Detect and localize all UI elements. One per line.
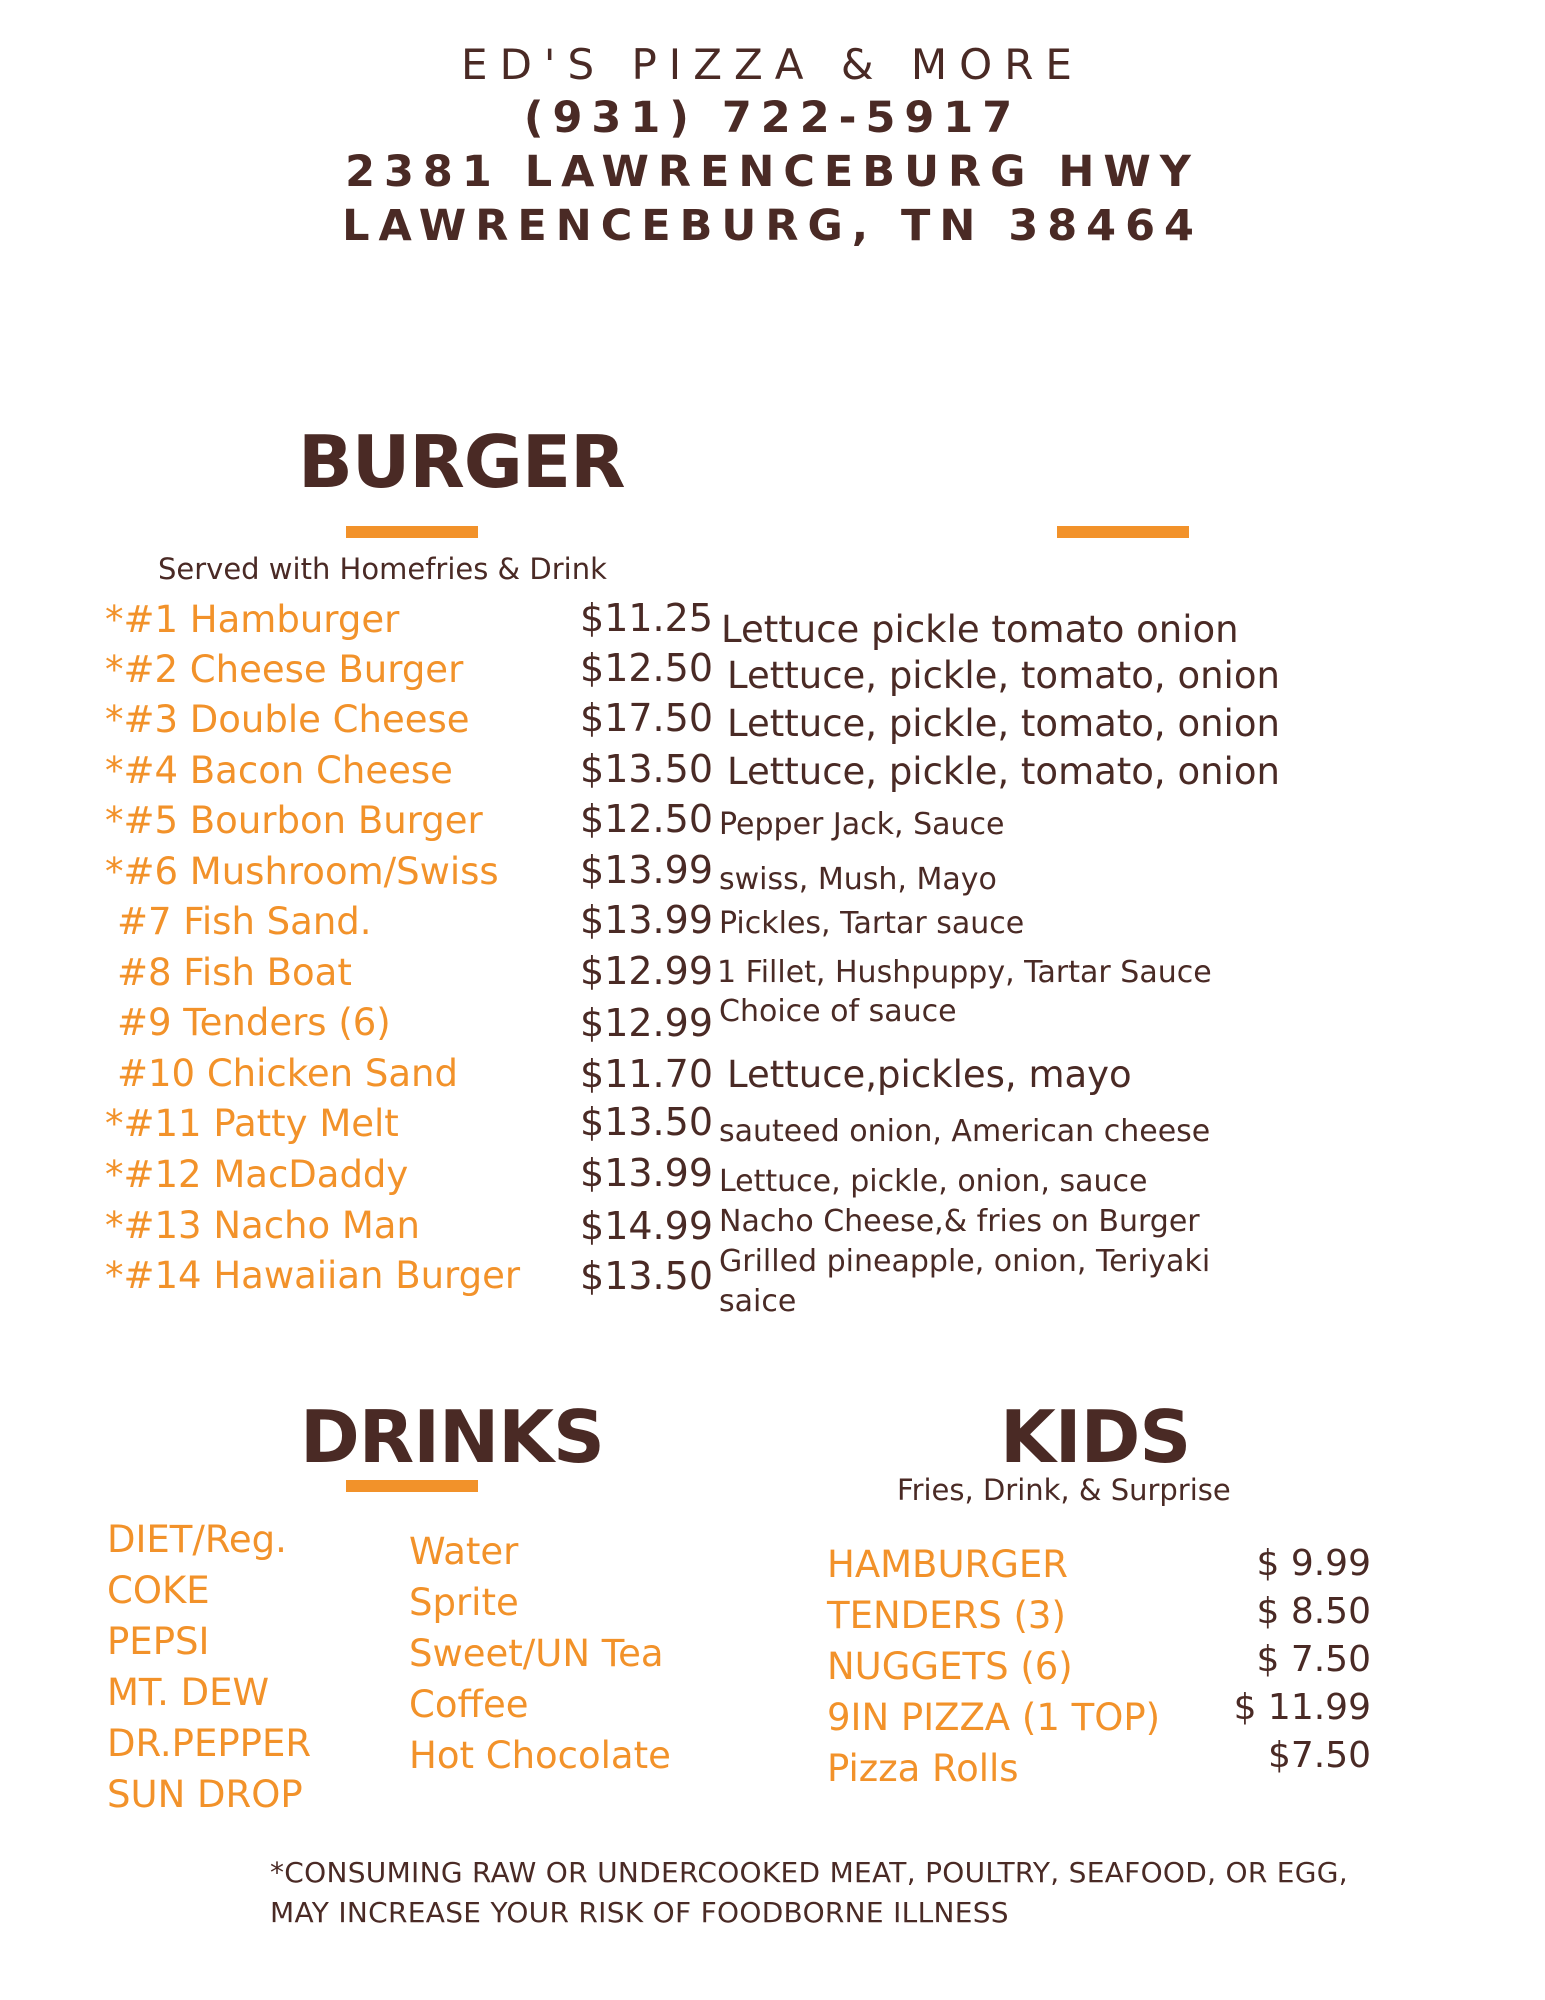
kids-item-name: Pizza Rolls bbox=[827, 1747, 1019, 1790]
menu-item-price: $13.99 bbox=[580, 1151, 713, 1195]
menu-item-description: Lettuce, pickle, onion, sauce bbox=[719, 1164, 1148, 1199]
menu-item-price: $11.70 bbox=[580, 1052, 713, 1096]
restaurant-name: ED'S PIZZA & MORE bbox=[461, 40, 1084, 89]
menu-item-name: *#11 Patty Melt bbox=[105, 1102, 399, 1145]
menu-item-price: $14.99 bbox=[580, 1204, 713, 1248]
menu-item-description: Lettuce pickle tomato onion bbox=[721, 608, 1239, 651]
menu-item-description: Lettuce, pickle, tomato, onion bbox=[727, 654, 1280, 697]
menu-item-name: #7 Fish Sand. bbox=[117, 900, 372, 943]
restaurant-address-line1: 2381 LAWRENCEBURG HWY bbox=[345, 147, 1200, 197]
menu-item-description: Lettuce,pickles, mayo bbox=[727, 1053, 1132, 1096]
burger-subtitle: Served with Homefries & Drink bbox=[158, 552, 607, 586]
kids-item-price: $ 7.50 bbox=[1256, 1639, 1371, 1680]
drink-item: DIET/Reg. bbox=[107, 1518, 287, 1561]
kids-item-price: $ 11.99 bbox=[1233, 1687, 1371, 1728]
burger-right-divider bbox=[1057, 526, 1189, 538]
menu-item-price: $12.50 bbox=[580, 646, 713, 690]
menu-item-description: swiss, Mush, Mayo bbox=[719, 862, 997, 897]
menu-item-name: *#14 Hawaiian Burger bbox=[105, 1254, 521, 1297]
kids-item-name: TENDERS (3) bbox=[827, 1594, 1066, 1637]
menu-item-price: $17.50 bbox=[580, 696, 713, 740]
health-notice-line2: MAY INCREASE YOUR RISK OF FOODBORNE ILLNESS bbox=[270, 1896, 1009, 1929]
menu-item-name: *#12 MacDaddy bbox=[105, 1153, 409, 1196]
menu-item-price: $13.99 bbox=[580, 848, 713, 892]
menu-item-price: $12.99 bbox=[580, 949, 713, 993]
restaurant-address-line2: LAWRENCEBURG, TN 38464 bbox=[342, 201, 1203, 251]
menu-item-name: *#6 Mushroom/Swiss bbox=[105, 850, 499, 893]
kids-section-title: KIDS bbox=[1000, 1395, 1191, 1479]
menu-item-description: sauteed onion, American cheese bbox=[719, 1114, 1211, 1149]
menu-item-price: $13.50 bbox=[580, 1100, 713, 1144]
health-notice-line1: *CONSUMING RAW OR UNDERCOOKED MEAT, POULTRY, SEAFOOD, OR EGG, bbox=[270, 1856, 1348, 1889]
kids-item-name: NUGGETS (6) bbox=[827, 1645, 1073, 1688]
menu-item-description: Nacho Cheese,& fries on Burger bbox=[719, 1204, 1200, 1239]
menu-item-description: Lettuce, pickle, tomato, onion bbox=[727, 702, 1280, 745]
menu-item-name: *#3 Double Cheese bbox=[105, 698, 470, 741]
menu-item-name: *#13 Nacho Man bbox=[105, 1204, 420, 1247]
menu-item-name: #9 Tenders (6) bbox=[117, 1001, 391, 1044]
kids-item-name: 9IN PIZZA (1 TOP) bbox=[827, 1696, 1161, 1739]
menu-item-price: $12.99 bbox=[580, 1001, 713, 1045]
burger-section-title: BURGER bbox=[298, 420, 625, 504]
drink-item: DR.PEPPER bbox=[107, 1722, 312, 1765]
drink-item: PEPSI bbox=[107, 1620, 210, 1663]
drink-item: COKE bbox=[107, 1569, 210, 1612]
menu-item-description: Choice of sauce bbox=[719, 994, 957, 1029]
menu-item-description-continued: saice bbox=[719, 1284, 797, 1319]
menu-item-description: Pepper Jack, Sauce bbox=[719, 807, 1005, 842]
menu-item-description: Pickles, Tartar sauce bbox=[719, 906, 1025, 941]
menu-item-name: *#5 Bourbon Burger bbox=[105, 799, 483, 842]
kids-item-price: $7.50 bbox=[1267, 1735, 1371, 1776]
menu-item-price: $13.99 bbox=[580, 898, 713, 942]
drinks-title-underline bbox=[346, 1480, 478, 1492]
menu-item-description: Lettuce, pickle, tomato, onion bbox=[727, 750, 1280, 793]
drink-item: SUN DROP bbox=[107, 1773, 303, 1816]
drink-item: Coffee bbox=[409, 1683, 529, 1726]
menu-item-price: $11.25 bbox=[580, 596, 713, 640]
menu-item-price: $12.50 bbox=[580, 797, 713, 841]
kids-item-price: $ 9.99 bbox=[1256, 1543, 1371, 1584]
menu-item-name: *#2 Cheese Burger bbox=[105, 648, 464, 691]
menu-item-name: *#1 Hamburger bbox=[105, 598, 400, 641]
kids-subtitle: Fries, Drink, & Surprise bbox=[897, 1473, 1231, 1507]
drinks-section-title: DRINKS bbox=[300, 1395, 604, 1479]
menu-item-price: $13.50 bbox=[580, 747, 713, 791]
menu-item-price: $13.50 bbox=[580, 1254, 713, 1298]
drink-item: Sprite bbox=[409, 1581, 519, 1624]
kids-item-name: HAMBURGER bbox=[827, 1543, 1068, 1586]
menu-item-description: 1 Fillet, Hushpuppy, Tartar Sauce bbox=[717, 955, 1212, 990]
drink-item: MT. DEW bbox=[107, 1671, 270, 1714]
menu-item-name: #10 Chicken Sand bbox=[117, 1052, 458, 1095]
drink-item: Sweet/UN Tea bbox=[409, 1632, 664, 1675]
drink-item: Water bbox=[409, 1530, 519, 1573]
drink-item: Hot Chocolate bbox=[409, 1734, 671, 1777]
restaurant-phone: (931) 722-5917 bbox=[523, 93, 1022, 143]
menu-item-name: *#4 Bacon Cheese bbox=[105, 749, 453, 792]
burger-title-underline bbox=[346, 526, 478, 538]
menu-item-name: #8 Fish Boat bbox=[117, 951, 352, 994]
kids-item-price: $ 8.50 bbox=[1256, 1591, 1371, 1632]
menu-item-description: Grilled pineapple, onion, Teriyaki bbox=[719, 1244, 1211, 1279]
